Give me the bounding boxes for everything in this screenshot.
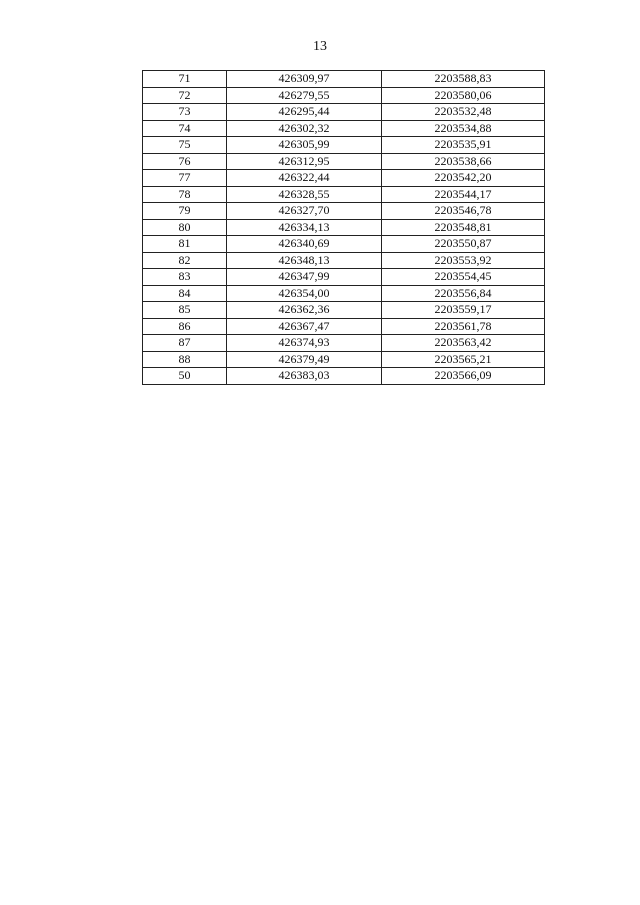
table-row — [143, 351, 545, 368]
table-row — [143, 87, 545, 104]
point-number-cell: 77 — [143, 170, 227, 187]
point-number-cell: 78 — [143, 186, 227, 203]
x-coordinate-cell: 426279,55 — [227, 87, 382, 104]
y-coordinate-cell: 2203542,20 — [382, 170, 545, 187]
y-coordinate-cell: 2203532,48 — [382, 104, 545, 121]
page-number: 13 — [313, 39, 327, 54]
x-coordinate-cell: 426354,00 — [227, 285, 382, 302]
y-coordinate-cell: 2203534,88 — [382, 120, 545, 137]
x-coordinate-cell: 426362,36 — [227, 302, 382, 319]
table-row — [143, 219, 545, 236]
point-number-cell: 83 — [143, 269, 227, 286]
table-row — [143, 170, 545, 187]
table-row — [143, 104, 545, 121]
x-coordinate-cell: 426305,99 — [227, 137, 382, 154]
point-number-cell: 80 — [143, 219, 227, 236]
point-number-cell: 75 — [143, 137, 227, 154]
y-coordinate-cell: 2203559,17 — [382, 302, 545, 319]
table-row — [143, 137, 545, 154]
table-row — [143, 252, 545, 269]
y-coordinate-cell: 2203556,84 — [382, 285, 545, 302]
point-number-cell: 87 — [143, 335, 227, 352]
y-coordinate-cell: 2203548,81 — [382, 219, 545, 236]
table-row — [143, 236, 545, 253]
y-coordinate-cell: 2203563,42 — [382, 335, 545, 352]
table-row — [143, 71, 545, 88]
y-coordinate-cell: 2203546,78 — [382, 203, 545, 220]
table-row — [143, 203, 545, 220]
point-number-cell: 88 — [143, 351, 227, 368]
y-coordinate-cell: 2203553,92 — [382, 252, 545, 269]
table-row — [143, 318, 545, 335]
point-number-cell: 85 — [143, 302, 227, 319]
table-row — [143, 368, 545, 385]
coordinates-table — [142, 70, 545, 385]
point-number-cell: 84 — [143, 285, 227, 302]
y-coordinate-cell: 2203580,06 — [382, 87, 545, 104]
x-coordinate-cell: 426383,03 — [227, 368, 382, 385]
x-coordinate-cell: 426312,95 — [227, 153, 382, 170]
x-coordinate-cell: 426334,13 — [227, 219, 382, 236]
x-coordinate-cell: 426340,69 — [227, 236, 382, 253]
y-coordinate-cell: 2203565,21 — [382, 351, 545, 368]
y-coordinate-cell: 2203566,09 — [382, 368, 545, 385]
y-coordinate-cell: 2203544,17 — [382, 186, 545, 203]
x-coordinate-cell: 426367,47 — [227, 318, 382, 335]
point-number-cell: 74 — [143, 120, 227, 137]
table-row — [143, 186, 545, 203]
y-coordinate-cell: 2203538,66 — [382, 153, 545, 170]
x-coordinate-cell: 426379,49 — [227, 351, 382, 368]
point-number-cell: 72 — [143, 87, 227, 104]
table-row — [143, 335, 545, 352]
x-coordinate-cell: 426322,44 — [227, 170, 382, 187]
point-number-cell: 86 — [143, 318, 227, 335]
table-row — [143, 302, 545, 319]
y-coordinate-cell: 2203561,78 — [382, 318, 545, 335]
point-number-cell: 79 — [143, 203, 227, 220]
y-coordinate-cell: 2203550,87 — [382, 236, 545, 253]
x-coordinate-cell: 426374,93 — [227, 335, 382, 352]
x-coordinate-cell: 426347,99 — [227, 269, 382, 286]
coordinates-table-body — [143, 71, 545, 385]
x-coordinate-cell: 426295,44 — [227, 104, 382, 121]
table-row — [143, 285, 545, 302]
table-row — [143, 120, 545, 137]
x-coordinate-cell: 426328,55 — [227, 186, 382, 203]
table-row — [143, 153, 545, 170]
point-number-cell: 73 — [143, 104, 227, 121]
point-number-cell: 71 — [143, 71, 227, 88]
x-coordinate-cell: 426327,70 — [227, 203, 382, 220]
point-number-cell: 81 — [143, 236, 227, 253]
y-coordinate-cell: 2203554,45 — [382, 269, 545, 286]
table-row — [143, 269, 545, 286]
x-coordinate-cell: 426309,97 — [227, 71, 382, 88]
x-coordinate-cell: 426348,13 — [227, 252, 382, 269]
y-coordinate-cell: 2203588,83 — [382, 71, 545, 88]
point-number-cell: 76 — [143, 153, 227, 170]
y-coordinate-cell: 2203535,91 — [382, 137, 545, 154]
x-coordinate-cell: 426302,32 — [227, 120, 382, 137]
point-number-cell: 50 — [143, 368, 227, 385]
point-number-cell: 82 — [143, 252, 227, 269]
